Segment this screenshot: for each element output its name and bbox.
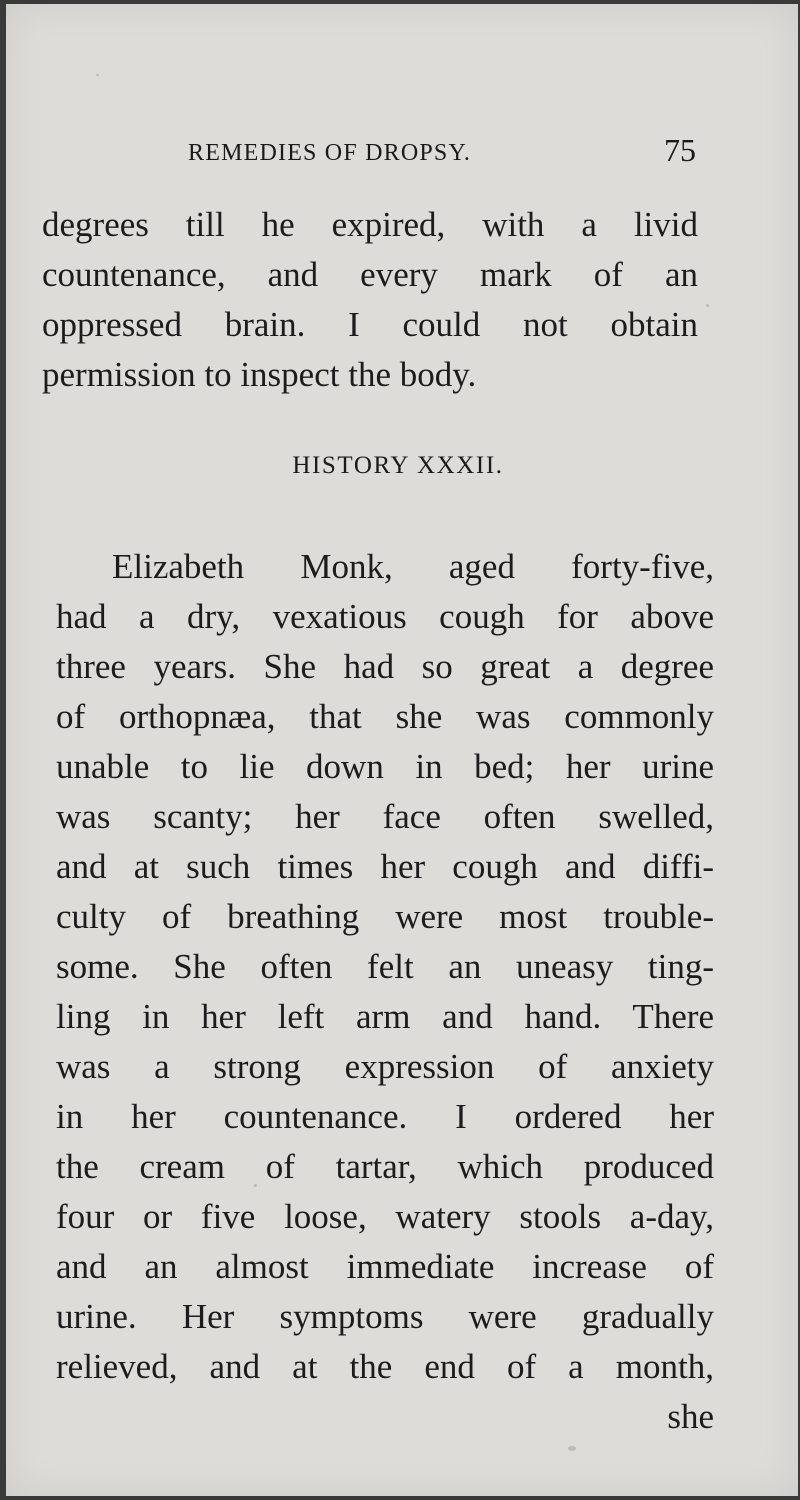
history-paragraph [56, 542, 714, 1442]
text-line: had a dry, vexatious cough for above [56, 597, 714, 636]
paper-speck [568, 1446, 576, 1451]
text-line: Elizabeth Monk, aged forty-five, [112, 547, 714, 586]
text-line: oppressed brain. I could not obtain [42, 305, 698, 344]
catchword: she [667, 1397, 714, 1436]
text-line: some. She often felt an uneasy ting- [56, 947, 714, 986]
text-line: relieved, and at the end of a month, [56, 1347, 714, 1386]
text-line: and an almost immediate increase of [56, 1247, 714, 1286]
text-line: the cream of tartar, which produced [56, 1147, 714, 1186]
text-line: unable to lie down in bed; her urine [56, 747, 714, 786]
text-line: degrees till he expired, with a livid [42, 205, 698, 244]
text-line: and at such times her cough and diffi- [56, 847, 714, 886]
text-line: of orthopnæa, that she was commonly [56, 697, 714, 736]
text-line: culty of breathing were most trouble- [56, 897, 714, 936]
text-line: three years. She had so great a degree [56, 647, 714, 686]
paper-speck [706, 304, 709, 307]
section-heading: HISTORY XXXII. [292, 452, 504, 479]
running-head: REMEDIES OF DROPSY. [188, 140, 472, 166]
text-line: was a strong expression of anxiety [56, 1047, 714, 1086]
text-line: permission to inspect the body. [42, 355, 477, 394]
paragraph-continued [42, 200, 698, 400]
page-number: 75 [664, 132, 696, 168]
text-line: countenance, and every mark of an [42, 255, 698, 294]
paper-speck [96, 74, 99, 76]
text-line: four or five loose, watery stools a-day, [56, 1197, 714, 1236]
text-line: was scanty; her face often swelled, [56, 797, 714, 836]
text-line: ling in her left arm and hand. There [56, 997, 714, 1036]
page-header [40, 132, 696, 176]
text-line: urine. Her symptoms were gradually [56, 1297, 714, 1336]
text-line: in her countenance. I ordered her [56, 1097, 714, 1136]
